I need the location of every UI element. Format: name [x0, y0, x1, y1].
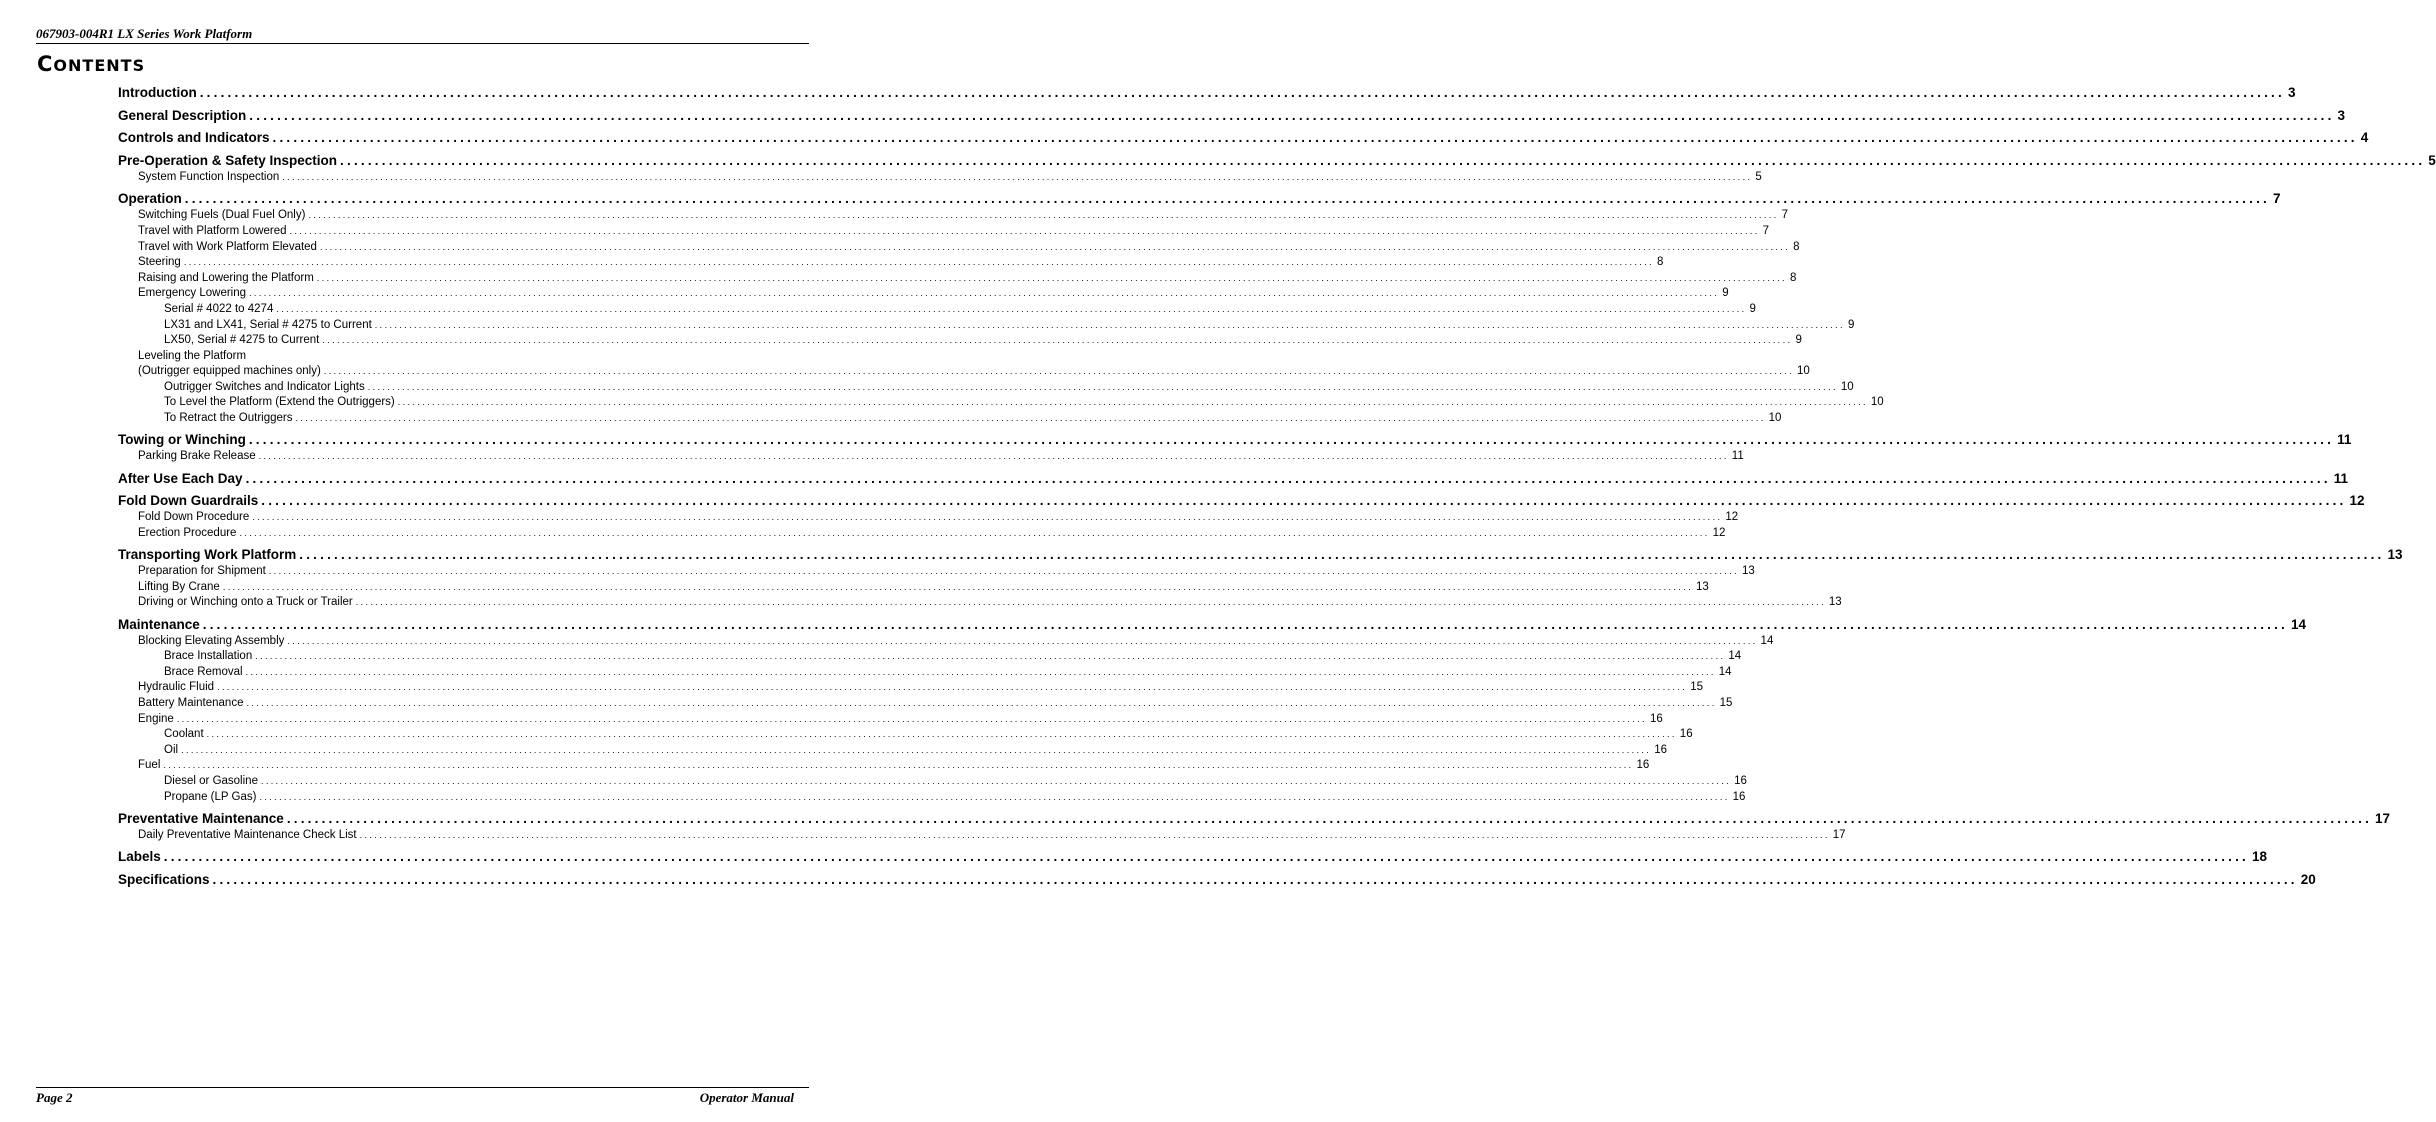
toc-dot-leader: ............................................................................................................................................................................................................................................................................................................: [249, 288, 1720, 299]
toc-entry-page: 10: [1796, 365, 1810, 378]
toc-dot-leader: ............................................................................................................................................................................................................................................................................................................: [163, 849, 2249, 865]
toc-entry[interactable]: [118, 395, 1884, 411]
page-title-rest: ONTENTS: [53, 56, 146, 75]
toc-dot-leader: ............................................................................................................................................................................................................................................................................................................: [255, 651, 1726, 662]
toc-entry[interactable]: [118, 727, 1693, 743]
toc-entry-label: Preventative Maintenance: [118, 810, 284, 826]
toc-entry-page: 8: [1793, 240, 1800, 253]
toc-entry-page: 7: [2272, 191, 2281, 207]
toc-dot-leader: ............................................................................................................................................................................................................................................................................................................: [206, 729, 1677, 740]
toc-dot-leader: ............................................................................................................................................................................................................................................................................................................: [374, 319, 1845, 330]
page-title: [37, 52, 145, 78]
toc-dot-leader: ............................................................................................................................................................................................................................................................................................................: [295, 413, 1766, 424]
toc-entry-page: 4: [2360, 130, 2369, 146]
toc-dot-leader: ............................................................................................................................................................................................................................................................................................................: [261, 493, 2347, 509]
toc-entry-page: 14: [1728, 650, 1742, 663]
toc-entry-page: 17: [1832, 828, 1846, 841]
toc-entry[interactable]: [118, 696, 1733, 712]
toc-entry-label: Outrigger Switches and Indicator Lights: [164, 380, 365, 393]
toc-entry-page: 20: [2300, 871, 2316, 887]
toc-entry-label: Daily Preventative Maintenance Check List: [138, 828, 357, 841]
toc-entry-label: Transporting Work Platform: [118, 547, 297, 563]
toc-entry[interactable]: [118, 318, 1855, 334]
toc-entry-page: 10: [1768, 412, 1782, 425]
toc-entry-page: 9: [1722, 287, 1729, 300]
toc-entry-label: To Retract the Outriggers: [164, 412, 293, 425]
toc-entry-page: 16: [1654, 743, 1668, 756]
toc-entry[interactable]: [118, 286, 1729, 302]
toc-entry-label: LX50, Serial # 4275 to Current: [164, 334, 320, 347]
toc-entry[interactable]: [118, 828, 1846, 844]
toc-entry-page: 8: [1657, 256, 1664, 269]
toc-entry[interactable]: [118, 107, 2346, 125]
toc-entry-label: Brace Removal: [164, 665, 243, 678]
toc-entry-label: Brace Installation: [164, 650, 253, 663]
toc-entry-label: Fuel: [138, 759, 161, 772]
toc-entry-label: (Outrigger equipped machines only): [138, 365, 321, 378]
footer-manual-name: Operator Manual: [699, 1090, 794, 1105]
toc-entry[interactable]: [118, 380, 1854, 396]
toc-dot-leader: ............................................................................................................................................................................................................................................................................................................: [202, 616, 2288, 632]
toc-dot-leader: ............................................................................................................................................................................................................................................................................................................: [222, 581, 1693, 592]
toc-entry-label: Switching Fuels (Dual Fuel Only): [138, 209, 306, 222]
toc-entry[interactable]: [118, 470, 2349, 488]
toc-entry[interactable]: [118, 302, 1756, 318]
toc-dot-leader: ............................................................................................................................................................................................................................................................................................................: [176, 713, 1647, 724]
toc-entry[interactable]: [118, 526, 1726, 542]
toc-entry[interactable]: [118, 774, 1747, 790]
toc-entry-page: 9: [1847, 318, 1855, 331]
toc-entry-page: 5: [1755, 171, 1762, 184]
toc-dot-leader: ............................................................................................................................................................................................................................................................................................................: [212, 871, 2298, 887]
header-rule: [36, 43, 809, 44]
toc-entry-label: Raising and Lowering the Platform: [138, 271, 314, 284]
toc-entry[interactable]: [118, 680, 1704, 696]
toc-entry[interactable]: [118, 712, 1663, 728]
toc-dot-leader: ............................................................................................................................................................................................................................................................................................................: [245, 666, 1716, 677]
toc-entry-label: General Description: [118, 107, 247, 123]
toc-entry-label: Coolant: [164, 728, 204, 741]
toc-entry-label: Fold Down Guardrails: [118, 493, 259, 509]
toc-entry[interactable]: [118, 546, 2403, 564]
toc-dot-leader: ............................................................................................................................................................................................................................................................................................................: [252, 512, 1723, 523]
toc-entry-label: Introduction: [118, 85, 197, 100]
toc-entry-label: Driving or Winching onto a Truck or Trailer: [138, 596, 353, 609]
toc-entry[interactable]: [118, 208, 1789, 224]
toc-entry-label: Hydraulic Fluid: [138, 681, 215, 694]
toc-dot-leader: ............................................................................................................................................................................................................................................................................................................: [308, 210, 1779, 221]
toc-entry[interactable]: [118, 170, 1762, 186]
toc-entry-page: 8: [1789, 271, 1797, 284]
toc-dot-leader: ............................................................................................................................................................................................................................................................................................................: [239, 527, 1710, 538]
toc-entry-page: 16: [1636, 759, 1650, 772]
toc-entry-page: 13: [1742, 565, 1755, 578]
toc-entry-label: Operation: [118, 191, 182, 207]
toc-entry-label: Travel with Platform Lowered: [138, 224, 287, 237]
footer-rule: [36, 1087, 809, 1088]
toc-entry-label: Oil: [164, 743, 179, 756]
toc-entry-page: 11: [1731, 450, 1744, 463]
toc-entry[interactable]: [118, 634, 1774, 650]
toc-entry[interactable]: [118, 431, 2352, 449]
toc-dot-leader: ............................................................................................................................................................................................................................................................................................................: [163, 760, 1634, 771]
page-number: Page 2: [36, 1090, 73, 1105]
toc-entry-page: 9: [1749, 302, 1756, 315]
toc-entry[interactable]: [118, 271, 1797, 287]
toc-entry-page: 14: [2291, 616, 2307, 632]
toc-entry-page: 13: [1828, 596, 1842, 609]
toc-entry[interactable]: [118, 810, 2391, 828]
toc-entry-label: Specifications: [118, 871, 210, 887]
toc-entry[interactable]: [118, 616, 2307, 634]
toc-entry[interactable]: [118, 333, 1802, 349]
toc-entry-page: 3: [2337, 107, 2346, 123]
toc-entry[interactable]: [118, 84, 2296, 102]
toc-entry-label: Steering: [138, 256, 181, 269]
toc-dot-leader: ............................................................................................................................................................................................................................................................................................................: [319, 241, 1791, 252]
toc-entry[interactable]: [118, 224, 1770, 240]
toc-entry-label: Engine: [138, 712, 174, 725]
toc-dot-leader: ............................................................................................................................................................................................................................................................................................................: [259, 791, 1730, 802]
toc-entry-label: Diesel or Gasoline: [164, 775, 258, 787]
toc-dot-leader: ............................................................................................................................................................................................................................................................................................................: [323, 366, 1794, 377]
toc-dot-leader: ............................................................................................................................................................................................................................................................................................................: [289, 225, 1760, 236]
toc-entry-page: 12: [2349, 493, 2365, 509]
toc-entry-label: Pre-Operation & Safety Inspection: [118, 153, 338, 169]
toc-dot-leader: ............................................................................................................................................................................................................................................................................................................: [340, 153, 2426, 169]
toc-dot-leader: ............................................................................................................................................................................................................................................................................................................: [260, 776, 1732, 786]
toc-entry-label: Emergency Lowering: [138, 287, 247, 300]
toc-dot-leader: ............................................................................................................................................................................................................................................................................................................: [248, 432, 2335, 448]
toc-entry-page: 12: [1712, 526, 1726, 539]
toc-entry[interactable]: [118, 580, 1709, 596]
toc-entry[interactable]: [118, 152, 2436, 170]
toc-dot-leader: ............................................................................................................................................................................................................................................................................................................: [246, 698, 1717, 709]
toc-entry[interactable]: [118, 510, 1739, 526]
toc-entry-label: Blocking Elevating Assembly: [138, 634, 285, 647]
table-of-contents: [118, 84, 2436, 889]
toc-entry-label: Labels: [118, 849, 161, 865]
toc-entry[interactable]: [118, 848, 2268, 866]
toc-entry[interactable]: [118, 240, 1800, 256]
toc-entry-page: 10: [1870, 396, 1884, 409]
toc-entry-label: Erection Procedure: [138, 526, 237, 539]
toc-entry-label: Controls and Indicators: [118, 130, 270, 146]
toc-entry-page: 18: [2252, 849, 2268, 865]
toc-dot-leader: ............................................................................................................................................................................................................................................................................................................: [397, 397, 1868, 408]
toc-entry-label: Maintenance: [118, 616, 200, 632]
toc-dot-leader: ............................................................................................................................................................................................................................................................................................................: [272, 130, 2358, 146]
toc-entry[interactable]: [118, 255, 1664, 271]
toc-entry-page: 11: [2337, 432, 2352, 448]
toc-entry-page: 14: [1718, 665, 1732, 678]
toc-entry-page: 16: [1732, 790, 1746, 803]
toc-entry-page: 15: [1719, 697, 1733, 710]
toc-dot-leader: ............................................................................................................................................................................................................................................................................................................: [184, 191, 2270, 207]
toc-dot-leader: ............................................................................................................................................................................................................................................................................................................: [276, 303, 1747, 314]
toc-entry-label: LX31 and LX41, Serial # 4275 to Current: [164, 318, 372, 331]
toc-entry[interactable]: [118, 349, 790, 365]
toc-dot-leader: ............................................................................................................................................................................................................................................................................................................: [183, 257, 1654, 268]
toc-entry-label: Parking Brake Release: [138, 450, 256, 463]
toc-dot-leader: ............................................................................................................................................................................................................................................................................................................: [299, 547, 2385, 563]
toc-dot-leader: ............................................................................................................................................................................................................................................................................................................: [217, 682, 1688, 693]
toc-entry-label: Towing or Winching: [118, 432, 246, 448]
toc-entry[interactable]: [118, 129, 2369, 147]
page-title-initial: C: [37, 52, 54, 76]
toc-entry-label: Serial # 4022 to 4274: [164, 302, 274, 315]
toc-entry-label: Lifting By Crane: [138, 580, 220, 593]
toc-entry-label: Leveling the Platform: [138, 349, 247, 362]
toc-entry-label: Travel with Work Platform Elevated: [138, 240, 317, 253]
toc-dot-leader: ............................................................................................................................................................................................................................................................................................................: [316, 272, 1787, 283]
toc-dot-leader: ............................................................................................................................................................................................................................................................................................................: [181, 744, 1652, 755]
toc-entry[interactable]: [118, 595, 1842, 611]
toc-entry-page: 7: [1781, 209, 1789, 222]
toc-entry[interactable]: [118, 449, 1744, 465]
toc-entry-page: 16: [1679, 728, 1693, 741]
toc-entry-page: 13: [1695, 580, 1709, 593]
toc-entry[interactable]: [118, 190, 2281, 208]
toc-dot-leader: ............................................................................................................................................................................................................................................................................................................: [287, 635, 1758, 646]
toc-dot-leader: ............................................................................................................................................................................................................................................................................................................: [355, 597, 1826, 608]
toc-entry-page: 3: [2287, 85, 2296, 100]
toc-entry[interactable]: [118, 492, 2365, 510]
toc-entry[interactable]: [118, 411, 1782, 427]
toc-entry-page: 11: [2333, 470, 2349, 486]
toc-entry-page: 14: [1760, 634, 1774, 647]
toc-entry[interactable]: [118, 790, 1746, 806]
toc-entry-page: 9: [1795, 334, 1802, 347]
toc-dot-leader: ............................................................................................................................................................................................................................................................................................................: [258, 451, 1729, 462]
toc-entry-label: To Level the Platform (Extend the Outriggers): [164, 396, 395, 409]
toc-dot-leader: ............................................................................................................................................................................................................................................................................................................: [359, 829, 1830, 840]
toc-dot-leader: ............................................................................................................................................................................................................................................................................................................: [322, 335, 1793, 346]
toc-dot-leader: ............................................................................................................................................................................................................................................................................................................: [245, 470, 2331, 486]
toc-entry-page: 16: [1734, 775, 1747, 787]
toc-entry[interactable]: [118, 364, 1810, 380]
toc-entry-label: Propane (LP Gas): [164, 790, 257, 803]
toc-dot-leader: ............................................................................................................................................................................................................................................................................................................: [268, 566, 1740, 577]
toc-dot-leader: ............................................................................................................................................................................................................................................................................................................: [199, 85, 2285, 100]
toc-entry-label: Fold Down Procedure: [138, 511, 250, 524]
toc-entry[interactable]: [118, 665, 1732, 681]
toc-entry-page: 17: [2375, 810, 2391, 826]
toc-entry-page: 16: [1649, 712, 1663, 725]
toc-entry[interactable]: [118, 758, 1650, 774]
toc-entry-page: 5: [2428, 153, 2436, 169]
toc-entry[interactable]: [118, 564, 1755, 580]
toc-dot-leader: ............................................................................................................................................................................................................................................................................................................: [249, 107, 2335, 123]
toc-dot-leader: ............................................................................................................................................................................................................................................................................................................: [367, 381, 1838, 392]
toc-entry[interactable]: [118, 743, 1668, 759]
toc-entry-page: 7: [1762, 224, 1770, 237]
toc-entry-label: Battery Maintenance: [138, 697, 244, 710]
toc-entry-label: After Use Each Day: [118, 470, 243, 486]
toc-dot-leader: ............................................................................................................................................................................................................................................................................................................: [282, 172, 1753, 183]
toc-entry-page: 15: [1690, 681, 1704, 694]
toc-entry-page: 10: [1840, 380, 1854, 393]
toc-entry-page: 12: [1725, 511, 1739, 524]
toc-entry[interactable]: [118, 649, 1742, 665]
toc-entry-page: 13: [2387, 547, 2403, 563]
toc-entry-label: System Function Inspection: [138, 171, 280, 184]
running-header: 067903-004R1 LX Series Work Platform: [36, 26, 253, 41]
toc-dot-leader: ............................................................................................................................................................................................................................................................................................................: [286, 810, 2373, 826]
toc-entry[interactable]: [118, 871, 2316, 889]
toc-entry-label: Preparation for Shipment: [138, 565, 266, 578]
